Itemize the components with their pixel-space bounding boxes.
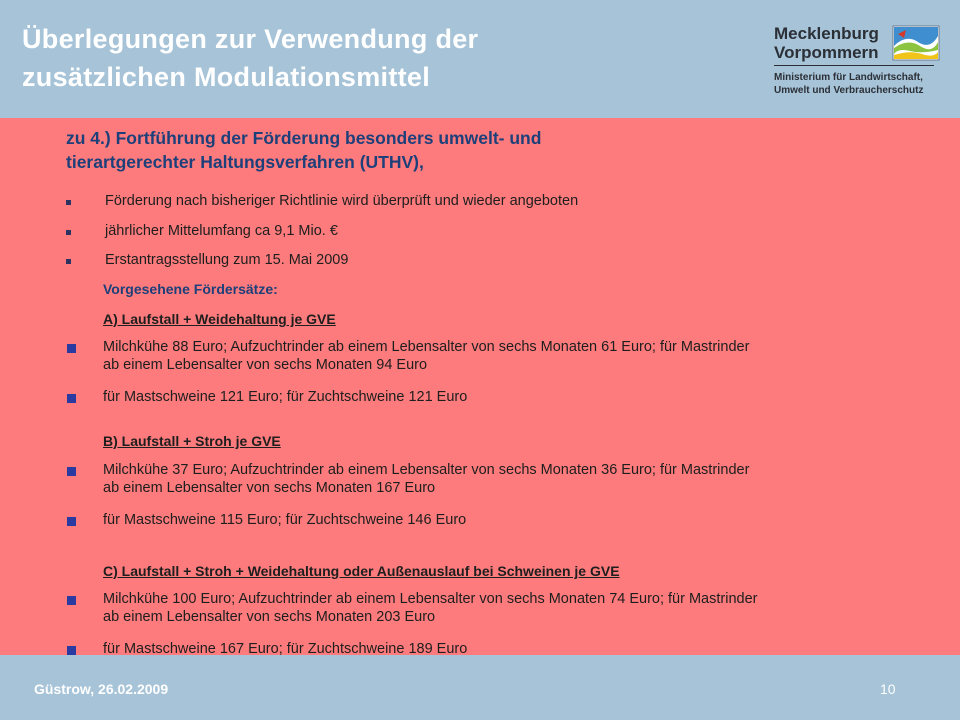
footer-date: Güstrow, 26.02.2009 bbox=[34, 681, 169, 697]
square-bullet-icon bbox=[66, 200, 71, 205]
logo-divider bbox=[774, 65, 934, 66]
logo-ministry-text: Ministerium für Landwirtschaft, Umwelt und Verbraucherschutz bbox=[774, 72, 924, 96]
square-bullet-icon bbox=[66, 259, 71, 264]
tier-c-pig-rates: für Mastschweine 167 Euro; für Zuchtschweine 189 Euro bbox=[103, 641, 468, 655]
tier-c-title: C) Laufstall + Stroh + Weidehaltung oder Außenauslauf bei Schweinen je GVE bbox=[103, 563, 620, 579]
square-bullet-icon bbox=[67, 344, 76, 353]
landscape-emblem-icon bbox=[892, 24, 940, 62]
logo-wordmark: Mecklenburg Vorpommern bbox=[774, 24, 879, 62]
slide-title bbox=[22, 20, 478, 96]
slide-title-line-2: zusätzlichen Modulationsmittel bbox=[22, 62, 431, 92]
rates-subheading: Vorgesehene Fördersätze: bbox=[103, 281, 278, 297]
intro-bullet-text: Erstantragsstellung zum 15. Mai 2009 bbox=[105, 252, 349, 268]
intro-bullet-text: jährlicher Mittelumfang ca 9,1 Mio. € bbox=[105, 223, 338, 239]
square-bullet-icon bbox=[66, 230, 71, 235]
page-number: 10 bbox=[880, 681, 896, 697]
square-bullet-icon bbox=[67, 467, 76, 476]
square-bullet-icon bbox=[67, 517, 76, 526]
slide-content bbox=[0, 118, 960, 655]
slide-title-line-1: Überlegungen zur Verwendung der bbox=[22, 24, 479, 54]
mv-ministry-logo bbox=[758, 18, 948, 102]
tier-a-pig-rates: für Mastschweine 121 Euro; für Zuchtschweine 121 Euro bbox=[103, 389, 468, 405]
tier-b-title: B) Laufstall + Stroh je GVE bbox=[103, 433, 281, 449]
intro-bullet-text: Förderung nach bisheriger Richtlinie wird überprüft und wieder angeboten bbox=[105, 193, 579, 209]
square-bullet-icon bbox=[67, 646, 76, 655]
tier-b-dairy-rates: Milchkühe 37 Euro; Aufzuchtrinder ab einem Lebensalter von sechs Monaten 36 Euro; für Mastrinder ab einem Lebensalter von sechs Monaten 167 Euro bbox=[103, 462, 750, 496]
tier-b-pig-rates: für Mastschweine 115 Euro; für Zuchtschweine 146 Euro bbox=[103, 512, 467, 528]
tier-a-title: A) Laufstall + Weidehaltung je GVE bbox=[103, 311, 336, 327]
tier-c-dairy-rates: Milchkühe 100 Euro; Aufzuchtrinder ab einem Lebensalter von sechs Monaten 74 Euro; für Mastrinder ab einem Lebensalter von sechs Monaten 203 Euro bbox=[103, 591, 758, 625]
slide-header bbox=[0, 0, 960, 118]
tier-a-dairy-rates: Milchkühe 88 Euro; Aufzuchtrinder ab einem Lebensalter von sechs Monaten 61 Euro; für Mastrinder ab einem Lebensalter von sechs Monaten 94 Euro bbox=[103, 339, 750, 373]
content-heading: zu 4.) Fortführung der Förderung besonders umwelt- und tierartgerechter Haltungsverfahren (UTHV), bbox=[66, 128, 542, 172]
square-bullet-icon bbox=[67, 394, 76, 403]
square-bullet-icon bbox=[67, 596, 76, 605]
